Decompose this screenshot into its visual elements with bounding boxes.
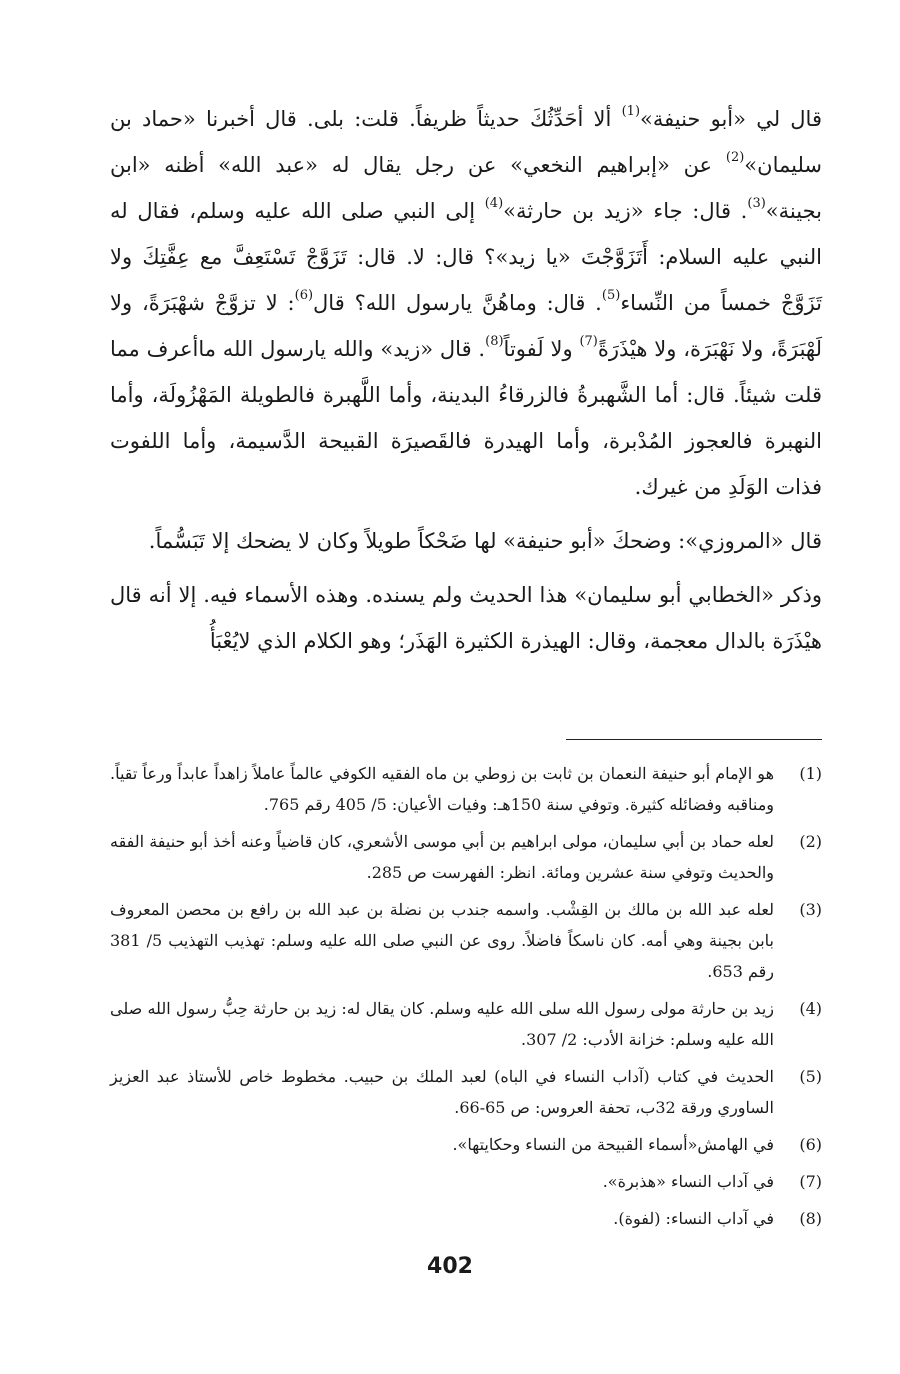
footnote-text: زيد بن حارثة مولى رسول الله سلى الله عليه وسلم. كان يقال له: زيد بن حارثة حِبُّ رسول الله صلى الله عليه وسلم: خزانة الأدب: 2/ 307. — [110, 999, 774, 1049]
footnote-number: (4) — [799, 999, 822, 1018]
footnote-number: (7) — [799, 1172, 822, 1191]
text-segment: : لا تزوَّجْ شهْبَرَةً، ولا لَهْبَرَةً، ولا نَهْبَرَة، ولا هيْذَرَةً — [110, 291, 822, 361]
main-text — [110, 96, 822, 668]
footnote-8 — [110, 1203, 822, 1234]
footnote-7 — [110, 1166, 822, 1197]
footnote-text: في الهامش«أسماء القبيحة من النساء وحكايتها». — [452, 1135, 774, 1154]
footnote-number: (6) — [799, 1135, 822, 1154]
footnote-ref-4: (4) — [484, 195, 504, 211]
footnote-6 — [110, 1129, 822, 1160]
footnote-number: (8) — [799, 1209, 822, 1228]
text-segment: . قال: وماهُنَّ يارسول الله؟ قال — [313, 291, 602, 315]
text-segment: . قال «زيد» والله يارسول الله ماأعرف مما قلت شيئاً. قال: أما الشَّهبرةُ فالزرقاءُ البدينة، وأما اللَّهبرة فالطويلة المَهْزُولَة، وأما النهبرة فالعجوز المُدْبرة، وأما الهيدرة فالقَصيرَة القبيحة الدَّسيمة، وأما اللفوت فذات الوَلَدِ من غيرك. — [110, 337, 822, 499]
paragraph-marwazi: قال «المروزي»: وضحكَ «أبو حنيفة» لها ضَحْكاً طويلاً وكان لا يضحك إلا تَبَسُّماً. — [148, 529, 822, 553]
footnote-5 — [110, 1061, 822, 1123]
footnote-ref-7: (7) — [579, 333, 598, 349]
footnote-ref-5: (5) — [601, 287, 621, 303]
footnote-text: الحديث في كتاب (آداب النساء في الباه) لعبد الملك بن حبيب. مخطوط خاص للأستاذ عبد العزيز الساوري ورقة 32ب، تحفة العروس: ص 65-66. — [110, 1067, 775, 1117]
paragraph-hadith — [110, 96, 822, 510]
paragraph-khattabi: وذكر «الخطابي أبو سليمان» هذا الحديث ولم يسنده. وهذه الأسماء فيه. إلا أنه قال هيْذَرَة بالدال معجمة، وقال: الهيذرة الكثيرة الهَذَر؛ وهو الكلام الذي لايُعْبَأُ — [110, 583, 822, 653]
footnote-ref-1: (1) — [621, 103, 641, 119]
footnote-2 — [110, 826, 822, 888]
footnote-ref-3: (3) — [747, 195, 766, 211]
footnote-number: (1) — [799, 764, 822, 783]
page-number: 402 — [427, 1254, 473, 1279]
text-segment: ولا لَفوتاً — [503, 337, 580, 361]
text-segment: قال لي «أبو حنيفة» — [640, 107, 822, 131]
footnote-1 — [110, 758, 822, 820]
text-segment: إلى النبي صلى الله عليه وسلم، فقال له النبي عليه السلام: أَتَزَوَّجْتَ «يا زيد»؟ قال: لا. قال: تَزَوَّجْ تَسْتَعِفَّ مع عِفَّتِكَ ولا تَزَوَّجْ خمساً من النِّساء — [110, 199, 822, 315]
footnote-number: (5) — [799, 1067, 822, 1086]
footnote-text: في آداب النساء «هذبرة». — [602, 1172, 774, 1191]
text-segment: . قال: جاء «زيد بن حارثة» — [503, 199, 748, 223]
footnote-3 — [110, 894, 822, 987]
footnote-text: هو الإمام أبو حنيفة النعمان بن ثابت بن زوطي بن ماه الفقيه الكوفي عالماً عاملاً زاهداً عابداً ورعاً تقياً. ومناقبه وفضائله كثيرة. وتوفي سنة 150هـ: وفيات الأعيان: 5/ 405 رقم 765. — [110, 764, 774, 814]
footnote-text: لعله حماد بن أبي سليمان، مولى ابراهيم بن أبي موسى الأشعري، كان قاضياً وعنه أخذ أبو حنيفة الفقه والحديث وتوفي سنة عشرين ومائة. انظر: الفهرست ص 285. — [110, 832, 775, 882]
footnote-text: لعله عبد الله بن مالك بن القِشْب. واسمه جندب بن نضلة بن عبد الله بن رافع بن محصن المعروف بابن بجينة وهي أمه. كان ناسكاً فاضلاً. روى عن النبي صلى الله عليه وسلم: تهذيب التهذيب 5/ 381 رقم 653. — [110, 900, 774, 981]
footnote-ref-6: (6) — [294, 287, 314, 303]
footnote-separator — [566, 739, 822, 740]
footnote-ref-8: (8) — [485, 333, 504, 349]
footnote-ref-2: (2) — [725, 149, 745, 165]
text-segment: ألا أحَدِّثُكَ حديثاً ظريفاً. قلت: بلى. قال أخبرنا «حماد بن سليمان» — [110, 107, 822, 177]
footnote-4 — [110, 993, 822, 1055]
footnote-text: في آداب النساء: (لفوة). — [613, 1209, 774, 1228]
footnote-number: (3) — [799, 900, 822, 919]
footnote-number: (2) — [799, 832, 822, 851]
footnotes — [110, 758, 822, 1240]
text-segment: عن «إبراهيم النخعي» عن رجل يقال له «عبد الله» أظنه «ابن بجينة» — [110, 153, 822, 223]
